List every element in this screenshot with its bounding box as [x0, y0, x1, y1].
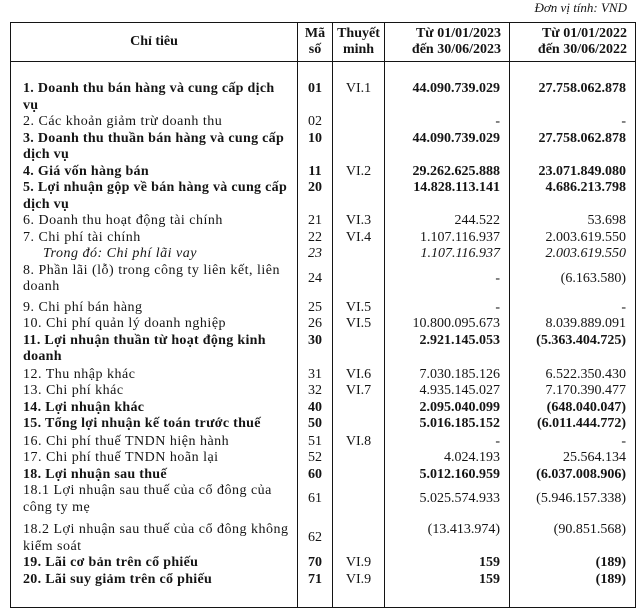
item-label: 20. Lãi suy giảm trên cổ phiếu [11, 572, 298, 608]
value-current-period: 44.090.739.029 [385, 131, 510, 164]
item-code: 01 [298, 62, 333, 115]
note-ref [333, 516, 385, 555]
item-code: 30 [298, 333, 333, 366]
value-prior-period: - [510, 296, 636, 317]
item-label: Trong đó: Chi phí lãi vay [11, 246, 298, 263]
item-code: 32 [298, 383, 333, 400]
note-ref: VI.5 [333, 316, 385, 333]
value-prior-period: (648.040.047) [510, 400, 636, 417]
item-code: 31 [298, 366, 333, 384]
value-prior-period: (5.363.404.725) [510, 333, 636, 366]
item-code: 50 [298, 416, 333, 433]
item-code: 22 [298, 230, 333, 247]
value-current-period: 44.090.739.029 [385, 62, 510, 115]
value-prior-period: (5.946.157.338) [510, 483, 636, 516]
item-code: 10 [298, 131, 333, 164]
value-current-period: 2.095.040.099 [385, 400, 510, 417]
row-basic-eps [11, 555, 636, 572]
row-current-income-tax [11, 433, 636, 451]
note-ref: VI.2 [333, 164, 385, 181]
item-code: 51 [298, 433, 333, 451]
value-prior-period: 27.758.062.878 [510, 62, 636, 115]
value-current-period: 5.012.160.959 [385, 467, 510, 484]
item-label: 2. Các khoản giảm trừ doanh thu [11, 114, 298, 131]
row-other-profit [11, 400, 636, 417]
value-current-period: 14.828.113.141 [385, 180, 510, 213]
value-prior-period: (6.011.444.772) [510, 416, 636, 433]
item-label: 9. Chi phí bán hàng [11, 296, 298, 317]
value-current-period: 10.800.095.673 [385, 316, 510, 333]
note-ref [333, 131, 385, 164]
row-net-revenue [11, 131, 636, 164]
note-ref: VI.9 [333, 572, 385, 608]
value-prior-period: 27.758.062.878 [510, 131, 636, 164]
value-current-period: 4.024.193 [385, 450, 510, 467]
value-prior-period: (90.851.568) [510, 516, 636, 555]
value-current-period: (13.413.974) [385, 516, 510, 555]
item-label: 19. Lãi cơ bản trên cổ phiếu [11, 555, 298, 572]
row-interest-expense [11, 246, 636, 263]
table-body [11, 62, 636, 608]
value-current-period: 5.016.185.152 [385, 416, 510, 433]
note-ref [333, 450, 385, 467]
row-other-income [11, 366, 636, 384]
value-prior-period: (189) [510, 555, 636, 572]
item-label: 4. Giá vốn hàng bán [11, 164, 298, 181]
value-prior-period: (6.037.008.906) [510, 467, 636, 484]
note-ref [333, 114, 385, 131]
row-deferred-income-tax [11, 450, 636, 467]
row-admin-expenses [11, 316, 636, 333]
item-label: 14. Lợi nhuận khác [11, 400, 298, 417]
note-ref: VI.1 [333, 62, 385, 115]
item-code: 23 [298, 246, 333, 263]
value-current-period: - [385, 114, 510, 131]
item-label: 16. Chi phí thuế TNDN hiện hành [11, 433, 298, 451]
item-label: 1. Doanh thu bán hàng và cung cấp dịch vụ [11, 62, 298, 115]
item-code: 26 [298, 316, 333, 333]
row-share-of-associates [11, 263, 636, 296]
note-ref: VI.3 [333, 213, 385, 230]
value-prior-period: 8.039.889.091 [510, 316, 636, 333]
item-code: 21 [298, 213, 333, 230]
item-label: 6. Doanh thu hoạt động tài chính [11, 213, 298, 230]
item-label: 15. Tổng lợi nhuận kế toán trước thuế [11, 416, 298, 433]
item-code: 02 [298, 114, 333, 131]
value-current-period: 159 [385, 572, 510, 608]
note-ref [333, 483, 385, 516]
item-code: 71 [298, 572, 333, 608]
header-note: Thuyết minh [333, 23, 385, 62]
value-current-period: 1.107.116.937 [385, 230, 510, 247]
note-ref [333, 400, 385, 417]
value-current-period: 5.025.574.933 [385, 483, 510, 516]
header-code: Mã số [298, 23, 333, 62]
value-current-period: 244.522 [385, 213, 510, 230]
value-prior-period: 25.564.134 [510, 450, 636, 467]
item-code: 25 [298, 296, 333, 317]
item-label: 12. Thu nhập khác [11, 366, 298, 384]
item-code: 60 [298, 467, 333, 484]
row-operating-profit [11, 333, 636, 366]
note-ref: VI.7 [333, 383, 385, 400]
value-prior-period: 2.003.619.550 [510, 246, 636, 263]
row-profit-before-tax [11, 416, 636, 433]
header-row [11, 23, 636, 62]
item-label: 5. Lợi nhuận gộp về bán hàng và cung cấp dịch vụ [11, 180, 298, 213]
item-code: 70 [298, 555, 333, 572]
item-code: 20 [298, 180, 333, 213]
row-diluted-eps [11, 572, 636, 608]
note-ref [333, 467, 385, 484]
value-prior-period: 4.686.213.798 [510, 180, 636, 213]
note-ref: VI.9 [333, 555, 385, 572]
value-prior-period: 23.071.849.080 [510, 164, 636, 181]
row-selling-expenses [11, 296, 636, 317]
row-financial-income [11, 213, 636, 230]
note-ref [333, 246, 385, 263]
value-current-period: 7.030.185.126 [385, 366, 510, 384]
note-ref [333, 416, 385, 433]
item-code: 62 [298, 516, 333, 555]
value-prior-period: (189) [510, 572, 636, 608]
row-profit-non-controlling [11, 516, 636, 555]
note-ref: VI.5 [333, 296, 385, 317]
value-prior-period: - [510, 114, 636, 131]
value-current-period: 159 [385, 555, 510, 572]
row-other-expenses [11, 383, 636, 400]
item-label: 13. Chi phí khác [11, 383, 298, 400]
value-current-period: 4.935.145.027 [385, 383, 510, 400]
row-gross-revenue [11, 62, 636, 115]
value-prior-period: (6.163.580) [510, 263, 636, 296]
row-gross-profit [11, 180, 636, 213]
table-header [11, 23, 636, 62]
item-label: 11. Lợi nhuận thuần từ hoạt động kinh doanh [11, 333, 298, 366]
item-label: 18.1 Lợi nhuận sau thuế của cổ đông của công ty mẹ [11, 483, 298, 516]
item-label: 17. Chi phí thuế TNDN hoãn lại [11, 450, 298, 467]
value-current-period: 29.262.625.888 [385, 164, 510, 181]
note-ref [333, 180, 385, 213]
value-prior-period: - [510, 433, 636, 451]
value-prior-period: 2.003.619.550 [510, 230, 636, 247]
item-label: 18.2 Lợi nhuận sau thuế của cổ đông không kiểm soát [11, 516, 298, 555]
income-statement-table [10, 22, 636, 608]
header-item: Chỉ tiêu [11, 23, 298, 62]
note-ref: VI.8 [333, 433, 385, 451]
row-financial-expenses [11, 230, 636, 247]
value-current-period: - [385, 433, 510, 451]
item-label: 3. Doanh thu thuần bán hàng và cung cấp dịch vụ [11, 131, 298, 164]
item-label: 18. Lợi nhuận sau thuế [11, 467, 298, 484]
value-current-period: - [385, 296, 510, 317]
item-label: 10. Chi phí quản lý doanh nghiệp [11, 316, 298, 333]
note-ref: VI.6 [333, 366, 385, 384]
row-profit-after-tax [11, 467, 636, 484]
item-code: 52 [298, 450, 333, 467]
row-cost-of-goods-sold [11, 164, 636, 181]
row-revenue-deductions [11, 114, 636, 131]
note-ref [333, 263, 385, 296]
note-ref [333, 333, 385, 366]
value-current-period: - [385, 263, 510, 296]
row-profit-parent-shareholders [11, 483, 636, 516]
item-code: 40 [298, 400, 333, 417]
value-current-period: 1.107.116.937 [385, 246, 510, 263]
value-prior-period: 7.170.390.477 [510, 383, 636, 400]
value-current-period: 2.921.145.053 [385, 333, 510, 366]
item-code: 24 [298, 263, 333, 296]
item-code: 61 [298, 483, 333, 516]
header-prior-period: Từ 01/01/2022 đến 30/06/2022 [510, 23, 636, 62]
value-prior-period: 53.698 [510, 213, 636, 230]
header-current-period: Từ 01/01/2023 đến 30/06/2023 [385, 23, 510, 62]
currency-unit-note: Đơn vị tính: VND [534, 0, 627, 15]
value-prior-period: 6.522.350.430 [510, 366, 636, 384]
item-label: 8. Phần lãi (lỗ) trong công ty liên kết, liên doanh [11, 263, 298, 296]
item-label: 7. Chi phí tài chính [11, 230, 298, 247]
note-ref: VI.4 [333, 230, 385, 247]
item-code: 11 [298, 164, 333, 181]
